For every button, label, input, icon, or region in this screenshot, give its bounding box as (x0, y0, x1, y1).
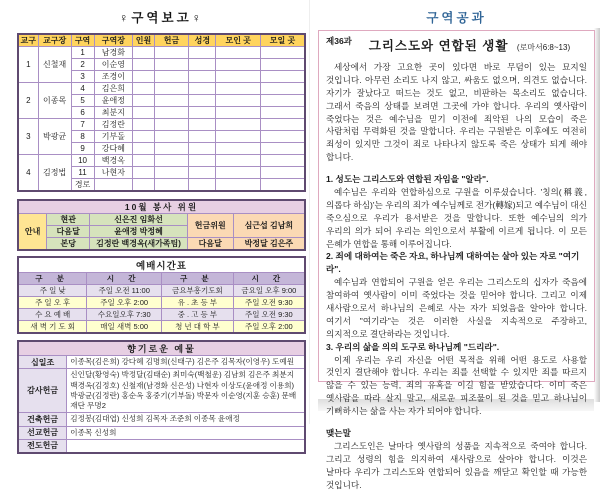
empty-cell (216, 107, 260, 119)
empty-cell (260, 47, 305, 59)
schedule-table-title: 예배시간표 (18, 257, 305, 273)
empty-cell (154, 143, 188, 155)
empty-cell (133, 71, 155, 83)
empty-cell (216, 167, 260, 179)
district-cell: 4 (18, 155, 38, 192)
offering-type-cell: 선교헌금 (18, 426, 67, 439)
district-leader-cell: 신철재 (38, 47, 71, 83)
zone-leader-cell: 김정란 (94, 119, 133, 131)
service-name-cell: 금요부흥기도회 (161, 285, 233, 297)
empty-cell (133, 143, 155, 155)
zone-leader-cell: 조경이 (94, 71, 133, 83)
offering-committee-label-cell: 헌금위원 (187, 214, 233, 238)
empty-cell (260, 107, 305, 119)
zone-leader-cell: 남경화 (94, 47, 133, 59)
empty-cell (216, 47, 260, 59)
empty-cell (189, 167, 216, 179)
zone-leader-cell: 나현자 (94, 167, 133, 179)
empty-cell (189, 107, 216, 119)
empty-cell (154, 119, 188, 131)
empty-cell (133, 131, 155, 143)
service-time-cell: 주일 오전 9:30 (233, 309, 305, 321)
col-header-district-leader: 교구장 (38, 34, 71, 47)
right-page-title: 구역공과 (426, 11, 487, 25)
col-header-zone: 구역 (71, 34, 94, 47)
empty-cell (189, 179, 216, 192)
col-header-met-place: 모인 곳 (216, 34, 260, 47)
zone-leader-cell: 최분지 (94, 107, 133, 119)
volunteer-table-title: 10월 봉사 위원 (18, 200, 305, 214)
table-row (18, 439, 305, 453)
offering-names-cell: 이종목(김은희) 강다혜 김명희(신태구) 김은주 김목자(이영우) 도예원 (67, 356, 305, 369)
empty-cell (260, 131, 305, 143)
district-cell: 3 (18, 119, 38, 155)
col-header-district: 교구 (18, 34, 38, 47)
empty-cell (189, 47, 216, 59)
service-time-cell: 주일 오후 2:00 (233, 321, 305, 334)
section-2-title: 2. 죄에 대하여는 죽은 자요, 하나님께 대하여는 살아 있는 자로 "여기라". (326, 251, 580, 275)
empty-cell (216, 143, 260, 155)
lesson-intro-paragraph: 세상에서 가장 고요한 곳이 있다면 바로 무덤이 있는 묘지일 것입니다. 아무런 소리도 나지 않고, 싸움도 없으며, 의견도 없습니다. 자기가 잘났다고 떠드는 것도 없고, 비판하는 목소리도 없습니다. 그래서 죽음의 상태를 보려면 그곳에 가야 합니다. 우리의 옛사람이 죽었다는 것은 예수님을 믿기 이전에 죄악된 나의 모습이 죽은 사람처럼 무력화된 것을 말합니다. 우리는 구원받은 이후에도 여전히 죄성이 있지만 그것이 죄로 나타나지 않도록 죽은 상태가 되게 해야 합니다. (326, 62, 587, 163)
empty-cell (260, 179, 305, 192)
zone-cell: 4 (71, 83, 94, 95)
empty-cell (133, 95, 155, 107)
service-name-cell: 유 . 초 등 부 (161, 297, 233, 309)
table-row (18, 83, 305, 95)
zone-leader-cell: 윤애정 (94, 95, 133, 107)
offerings-table-title: 향기로운 예물 (18, 341, 305, 356)
empty-cell (133, 47, 155, 59)
zone-cell: 2 (71, 59, 94, 71)
empty-cell (216, 83, 260, 95)
lesson-number: 제36과 (326, 36, 352, 46)
col-header-attendance: 인원 (133, 34, 155, 47)
district-leader-cell: 김정법 (38, 155, 71, 192)
service-time-cell: 수요일오후 7:30 (87, 309, 162, 321)
page-fold-divider (309, 0, 310, 424)
table-row (18, 309, 305, 321)
section-3-paragraph: 이제 우리는 우리 자신을 어떤 목적을 위해 어떤 용도로 사용할 것인지 결단해야 합니다. 우리는 죄를 선택할 수 있지만 죄를 따르지 않을 수 있는 능력, 죄의 유혹을 이길 힘을 받았습니다. 이미 죽은 옛사람을 따라 살지 말고, 새로운 피조물이 된 것을 믿고 하나님이 기뻐하시는 삶을 사는 자가 되어야 합니다. (326, 354, 587, 417)
district-leader-cell: 이종목 (38, 83, 71, 119)
empty-cell (189, 131, 216, 143)
zone-leader-cell: 기부돌 (94, 131, 133, 143)
col-header-bible: 성경 (189, 34, 216, 47)
zone-cell: 7 (71, 119, 94, 131)
names-cell: 김정란 백경옥(새가족팀) (90, 238, 188, 251)
empty-cell (154, 179, 188, 192)
section-3-title: 3. 우리의 삶을 의의 도구로 하나님께 "드리라". (326, 341, 500, 352)
empty-cell (154, 107, 188, 119)
empty-cell (133, 119, 155, 131)
empty-cell (133, 167, 155, 179)
empty-cell (154, 167, 188, 179)
offering-names-cell: 이종목 신성희 (67, 426, 305, 439)
schedule-col-header: 시 간 (87, 273, 162, 285)
service-time-cell: 주일 오후 2:00 (87, 297, 162, 309)
zone-cell: 9 (71, 143, 94, 155)
empty-cell (154, 83, 188, 95)
col-header-next-place: 모일 곳 (260, 34, 305, 47)
names-cell: 신은진 임화선 (90, 214, 188, 226)
lesson-box (318, 30, 595, 490)
table-row (18, 413, 305, 426)
worship-schedule-table (17, 256, 306, 334)
empty-cell (133, 59, 155, 71)
empty-cell (260, 83, 305, 95)
section-2-paragraph: 예수님과 연합되어 구원을 얻은 우리는 그리스도의 십자가 죽음에 참여하여 옛사람이 이미 죽었다는 것을 믿어야 합니다. 그리고 이제 새사람으로서 하나님의 은혜로 사는 자가 되었음을 알아야 합니다. 여기서 "여기라"는 것은 이러한 사실을 지속적으로 주장하고, 의지적으로 결단하라는 것입니다. (326, 277, 587, 339)
service-time-cell: 주일 오전 9:30 (233, 297, 305, 309)
schedule-col-header: 시 간 (233, 273, 305, 285)
lesson-title: 그리스도와 연합된 생활 (368, 39, 509, 53)
volunteer-table (17, 199, 306, 251)
empty-cell (133, 155, 155, 167)
names-cell: 윤애정 박정혜 (90, 226, 188, 238)
service-name-cell: 주 일 낮 (18, 285, 87, 297)
empty-cell (260, 143, 305, 155)
table-row (18, 119, 305, 131)
offering-type-cell: 전도헌금 (18, 439, 67, 453)
empty-cell (154, 155, 188, 167)
empty-cell (216, 119, 260, 131)
empty-cell (260, 119, 305, 131)
table-row (18, 321, 305, 334)
empty-cell (260, 59, 305, 71)
place-cell: 본당 (47, 238, 90, 251)
district-cell: 1 (18, 47, 38, 83)
zone-leader-cell: 강다혜 (94, 143, 133, 155)
district-cell: 2 (18, 83, 38, 119)
zone-cell: 6 (71, 107, 94, 119)
service-time-cell: 매일 새벽 5:00 (87, 321, 162, 334)
empty-cell (189, 71, 216, 83)
table-row (18, 200, 305, 214)
left-page-title: ♀구역보고♀ (118, 11, 205, 25)
empty-cell (260, 71, 305, 83)
place-cell: 다음달 (47, 226, 90, 238)
empty-cell (133, 179, 155, 192)
schedule-header-row (18, 273, 305, 285)
closing-title: 맺는말 (326, 428, 351, 439)
table-row (18, 285, 305, 297)
offering-names-cell: 신인달(황영숙) 박정달(김태순) 최미숙(백철운) 김남희 김은주 최분지 백경옥(김정호) 신철재(남경화 신은성) 나현자 이상도(윤애정 이용희) 박광균(김정란) 홍순옥 홍중기(기부돌) 박문자 이순영(지훈 승훈) 문배재단 무명2 (67, 369, 305, 413)
col-header-offering: 헌금 (154, 34, 188, 47)
table-row (18, 356, 305, 369)
offering-committee-names-cell: 심근섭 김남희 (233, 214, 305, 238)
table-row (18, 369, 305, 413)
offering-type-cell: 감사헌금 (18, 369, 67, 413)
district-leader-cell: 박광균 (38, 119, 71, 155)
service-name-cell: 수 요 예 배 (18, 309, 87, 321)
service-time-cell: 주일 오전 11:00 (87, 285, 162, 297)
section-1-title: 1. 성도는 그리스도와 연합된 자임을 "알라". (326, 174, 489, 185)
table-row (18, 257, 305, 273)
empty-cell (133, 107, 155, 119)
offering-names-cell (67, 439, 305, 453)
empty-cell (189, 95, 216, 107)
zone-cell: 5 (71, 95, 94, 107)
offerings-table (17, 340, 306, 454)
table-row (18, 426, 305, 439)
empty-cell (216, 131, 260, 143)
table-row (18, 297, 305, 309)
empty-cell (260, 155, 305, 167)
district-report-table (17, 33, 306, 192)
empty-cell (154, 71, 188, 83)
lesson-heading (326, 36, 587, 55)
zone-cell: 3 (71, 71, 94, 83)
empty-cell (189, 155, 216, 167)
empty-cell (189, 143, 216, 155)
zone-leader-cell: 김은희 (94, 83, 133, 95)
page-left (17, 5, 306, 454)
empty-cell (154, 47, 188, 59)
service-name-cell: 주 일 오 후 (18, 297, 87, 309)
service-name-cell: 새 벽 기 도 회 (18, 321, 87, 334)
empty-cell (260, 167, 305, 179)
empty-cell (189, 119, 216, 131)
zone-cell: 1 (71, 47, 94, 59)
empty-cell (154, 95, 188, 107)
table-row (18, 155, 305, 167)
table-row (18, 214, 305, 226)
section-1-paragraph: 예수님은 우리와 연합하심으로 구원을 이루셨습니다. '칭의(稱義, 의롭다 하심)'는 우리의 죄가 예수님께로 전가(轉嫁)되고 예수님이 대신 죽으심으로 우리가 용서받은 것을 말합니다. 또한 예수님의 의가 우리의 의가 되어 우리는 의인으로서 부활에 이르게 됩니다. 이 모든 은혜가 연합을 통해 이루어집니다. (326, 187, 587, 249)
zone-cell: 경로 (71, 179, 94, 192)
empty-cell (260, 95, 305, 107)
empty-cell (154, 131, 188, 143)
empty-cell (154, 59, 188, 71)
zone-leader-cell (94, 179, 133, 192)
offering-names-cell: 김정봉(김대엽) 신성희 김목자 조준희 이종목 윤애정 (67, 413, 305, 426)
table-row (18, 341, 305, 356)
zone-cell: 8 (71, 131, 94, 143)
place-cell: 현관 (47, 214, 90, 226)
table-row (18, 47, 305, 59)
page-right (318, 5, 595, 490)
offering-type-cell: 십일조 (18, 356, 67, 369)
next-month-names-cell: 박정달 김은주 (233, 238, 305, 251)
empty-cell (216, 95, 260, 107)
empty-cell (216, 59, 260, 71)
guide-label-cell: 안내 (18, 214, 47, 251)
offering-type-cell: 건축헌금 (18, 413, 67, 426)
empty-cell (216, 179, 260, 192)
service-name-cell: 중 . 고 등 부 (161, 309, 233, 321)
service-name-cell: 청 년 대 학 부 (161, 321, 233, 334)
closing-paragraph: 그리스도인은 날마다 옛사람의 성품을 지속적으로 죽여야 합니다. 그리고 성령의 힘을 의지하여 새사람으로 살아야 합니다. 이것은 날마다 우리가 그리스도와 연합되어 있음을 깨닫고 확인할 때 가능한 것입니다. (326, 440, 587, 490)
empty-cell (216, 71, 260, 83)
col-header-zone-leader: 구역장 (94, 34, 133, 47)
zone-leader-cell: 이순영 (94, 59, 133, 71)
schedule-col-header: 구 분 (161, 273, 233, 285)
table-row (18, 238, 305, 251)
empty-cell (133, 83, 155, 95)
report-header-row (18, 34, 305, 47)
zone-cell: 10 (71, 155, 94, 167)
scripture-reference: (로마서6:8~13) (516, 43, 571, 52)
next-month-label-cell: 다음달 (187, 238, 233, 251)
empty-cell (216, 155, 260, 167)
empty-cell (189, 59, 216, 71)
zone-cell: 11 (71, 167, 94, 179)
service-time-cell: 금요일 오후 9:00 (233, 285, 305, 297)
zone-leader-cell: 백경옥 (94, 155, 133, 167)
schedule-col-header: 구 분 (18, 273, 87, 285)
empty-cell (189, 83, 216, 95)
